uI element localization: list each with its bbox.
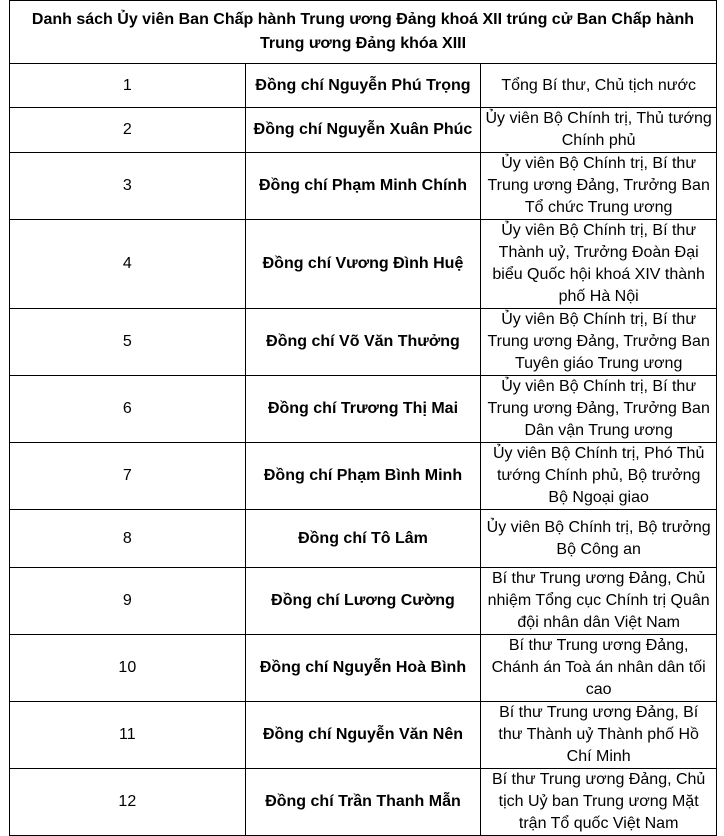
table-row — [10, 510, 717, 568]
table-row — [10, 153, 717, 220]
member-role: Bí thư Trung ương Đảng, Chủ nhiệm Tổng cục Chính trị Quân đội nhân dân Việt Nam — [481, 568, 717, 635]
row-number: 12 — [10, 769, 246, 836]
table-row — [10, 702, 717, 769]
member-name: Đồng chí Vương Đình Huệ — [245, 220, 481, 309]
member-name: Đồng chí Tô Lâm — [245, 510, 481, 568]
members-table — [9, 0, 717, 836]
table-row — [10, 376, 717, 443]
row-number: 1 — [10, 64, 246, 108]
member-name: Đồng chí Phạm Minh Chính — [245, 153, 481, 220]
row-number: 9 — [10, 568, 246, 635]
member-name: Đồng chí Nguyễn Phú Trọng — [245, 64, 481, 108]
member-role: Bí thư Trung ương Đảng, Chánh án Toà án nhân dân tối cao — [481, 635, 717, 702]
row-number: 7 — [10, 443, 246, 510]
member-role: Ủy viên Bộ Chính trị, Bí thư Trung ương Đảng, Trưởng Ban Tuyên giáo Trung ương — [481, 309, 717, 376]
row-number: 5 — [10, 309, 246, 376]
table-row — [10, 443, 717, 510]
row-number: 8 — [10, 510, 246, 568]
member-role: Bí thư Trung ương Đảng, Bí thư Thành uỷ Thành phố Hồ Chí Minh — [481, 702, 717, 769]
member-role: Bí thư Trung ương Đảng, Chủ tịch Uỷ ban Trung ương Mặt trận Tổ quốc Việt Nam — [481, 769, 717, 836]
member-role: Ủy viên Bộ Chính trị, Bí thư Trung ương Đảng, Trưởng Ban Dân vận Trung ương — [481, 376, 717, 443]
table-row — [10, 64, 717, 108]
row-number: 11 — [10, 702, 246, 769]
table-row — [10, 769, 717, 836]
member-role: Ủy viên Bộ Chính trị, Bộ trưởng Bộ Công an — [481, 510, 717, 568]
row-number: 3 — [10, 153, 246, 220]
row-number: 6 — [10, 376, 246, 443]
member-role: Ủy viên Bộ Chính trị, Bí thư Trung ương Đảng, Trưởng Ban Tổ chức Trung ương — [481, 153, 717, 220]
table-row — [10, 568, 717, 635]
table-title: Danh sách Ủy viên Ban Chấp hành Trung ương Đảng khoá XII trúng cử Ban Chấp hành Trung ương Đảng khóa XIII — [10, 1, 717, 64]
table-row — [10, 220, 717, 309]
table-row — [10, 309, 717, 376]
member-role: Ủy viên Bộ Chính trị, Thủ tướng Chính phủ — [481, 108, 717, 153]
member-name: Đồng chí Phạm Bình Minh — [245, 443, 481, 510]
row-number: 10 — [10, 635, 246, 702]
member-name: Đồng chí Nguyễn Văn Nên — [245, 702, 481, 769]
member-name: Đồng chí Trần Thanh Mẫn — [245, 769, 481, 836]
member-name: Đồng chí Trương Thị Mai — [245, 376, 481, 443]
table-row — [10, 635, 717, 702]
member-role: Ủy viên Bộ Chính trị, Phó Thủ tướng Chính phủ, Bộ trưởng Bộ Ngoại giao — [481, 443, 717, 510]
member-name: Đồng chí Nguyễn Hoà Bình — [245, 635, 481, 702]
table-title-row — [10, 1, 717, 64]
row-number: 4 — [10, 220, 246, 309]
row-number: 2 — [10, 108, 246, 153]
member-role: Ủy viên Bộ Chính trị, Bí thư Thành uỷ, Trưởng Đoàn Đại biểu Quốc hội khoá XIV thành phố Hà Nội — [481, 220, 717, 309]
member-name: Đồng chí Lương Cường — [245, 568, 481, 635]
table-row — [10, 108, 717, 153]
member-role: Tổng Bí thư, Chủ tịch nước — [481, 64, 717, 108]
member-name: Đồng chí Nguyễn Xuân Phúc — [245, 108, 481, 153]
member-name: Đồng chí Võ Văn Thưởng — [245, 309, 481, 376]
